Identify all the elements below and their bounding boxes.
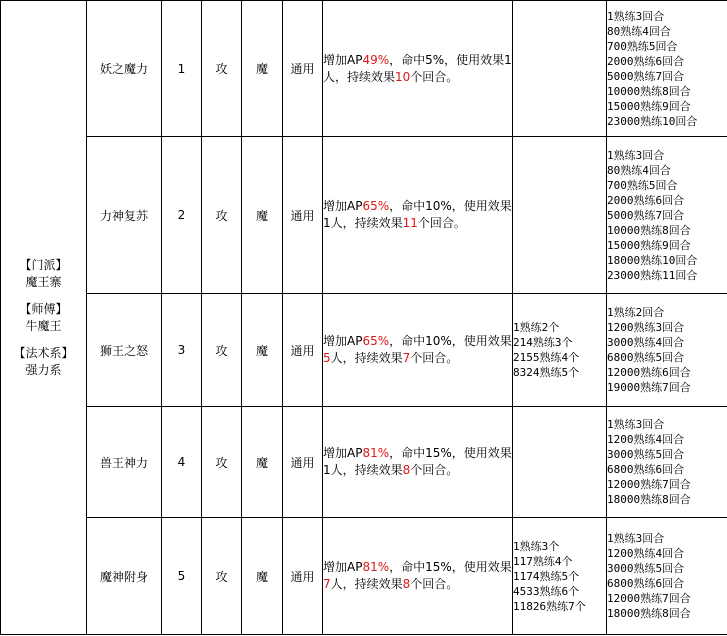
mastery-rounds [607, 137, 727, 294]
mastery-round-line: 6800熟练6回合 [607, 463, 685, 476]
desc-text: 个回合。 [410, 69, 459, 84]
mastery-rounds [607, 294, 727, 407]
desc-highlight: 7 [323, 577, 331, 591]
school-info-cell [1, 1, 87, 635]
school-name: 魔王寨 [25, 274, 62, 289]
mastery-target-line: 2155熟练4个 [513, 351, 580, 364]
desc-highlight: 81% [362, 446, 390, 460]
mastery-round-line: 19000熟练7回合 [607, 381, 691, 394]
desc-text: 增加AP [323, 560, 363, 574]
skill-desc [323, 1, 513, 137]
mastery-targets [513, 1, 607, 137]
mastery-round-line: 23000熟练10回合 [607, 114, 698, 128]
skill-use: 通用 [283, 407, 323, 518]
desc-text: 增加AP [323, 199, 363, 213]
mastery-round-line: 18000熟练10回合 [607, 253, 698, 267]
skill-desc [323, 407, 513, 518]
skill-level: 1 [162, 1, 202, 137]
mastery-target-line: 11826熟练7个 [513, 599, 586, 613]
mastery-round-line: 3000熟练4回合 [607, 336, 685, 349]
skill-table-body [1, 1, 727, 635]
mastery-target-line: 117熟练4个 [513, 554, 573, 568]
table-row [1, 518, 727, 635]
desc-text: ，命中10%，使用效果 [389, 334, 512, 348]
desc-text: ，命中15%，使用效果 [389, 560, 512, 574]
desc-text: ，命中5%，使用效果1人，持续效果 [323, 52, 512, 84]
mastery-target-line: 1熟练2个 [513, 321, 560, 334]
master-tag: 【师傅】 [19, 301, 68, 316]
mastery-target-line: 1熟练3个 [513, 539, 560, 553]
skill-desc [323, 137, 513, 294]
skill-type: 攻 [202, 294, 242, 407]
mastery-targets [513, 518, 607, 635]
skill-kind: 魔 [242, 294, 283, 407]
mastery-round-line: 6800熟练5回合 [607, 351, 685, 364]
desc-text: 增加AP [323, 334, 363, 348]
desc-highlight: 5 [323, 351, 331, 365]
mastery-round-line: 1熟练3回合 [607, 418, 665, 431]
table-row [1, 1, 727, 137]
mastery-round-line: 15000熟练9回合 [607, 99, 691, 113]
mastery-targets [513, 137, 607, 294]
desc-text: 个回合。 [410, 577, 459, 591]
skill-use: 通用 [283, 1, 323, 137]
mastery-round-line: 1200熟练3回合 [607, 321, 685, 334]
skill-name: 狮王之怒 [87, 294, 162, 407]
desc-text: 个回合。 [417, 216, 466, 230]
system-tag: 【法术系】 [13, 345, 74, 360]
school-tag: 【门派】 [19, 257, 68, 272]
skill-type: 攻 [202, 137, 242, 294]
desc-text: 人，持续效果 [330, 577, 403, 591]
skill-level: 2 [162, 137, 202, 294]
mastery-round-line: 10000熟练8回合 [607, 223, 691, 237]
desc-text: ，命中15%，使用效果1人，持续效果 [323, 446, 512, 477]
mastery-round-line: 23000熟练11回合 [607, 268, 698, 282]
mastery-round-line: 80熟练4回合 [607, 163, 671, 177]
mastery-round-line: 1熟练3回合 [607, 9, 665, 23]
mastery-round-line: 3000熟练5回合 [607, 448, 685, 461]
mastery-round-line: 5000熟练7回合 [607, 208, 685, 222]
skill-kind: 魔 [242, 407, 283, 518]
skill-use: 通用 [283, 518, 323, 635]
mastery-round-line: 15000熟练9回合 [607, 238, 691, 252]
mastery-target-line: 4533熟练6个 [513, 584, 580, 598]
skill-use: 通用 [283, 294, 323, 407]
mastery-round-line: 1200熟练4回合 [607, 547, 685, 560]
skill-name: 魔神附身 [87, 518, 162, 635]
mastery-targets [513, 407, 607, 518]
skill-type: 攻 [202, 518, 242, 635]
mastery-round-line: 1熟练2回合 [607, 306, 665, 319]
mastery-round-line: 10000熟练8回合 [607, 84, 691, 98]
mastery-rounds [607, 407, 727, 518]
mastery-target-line: 8324熟练5个 [513, 366, 580, 379]
master-name: 牛魔王 [25, 318, 62, 333]
skill-name: 力神复苏 [87, 137, 162, 294]
mastery-round-line: 5000熟练7回合 [607, 69, 685, 83]
mastery-target-line: 1174熟练5个 [513, 569, 580, 583]
skill-kind: 魔 [242, 1, 283, 137]
mastery-round-line: 12000熟练6回合 [607, 366, 691, 379]
table-row [1, 407, 727, 518]
mastery-round-line: 700熟练5回合 [607, 39, 678, 53]
skill-kind: 魔 [242, 137, 283, 294]
desc-highlight: 10 [395, 69, 411, 84]
mastery-round-line: 2000熟练6回合 [607, 54, 685, 68]
skill-type: 攻 [202, 407, 242, 518]
skill-level: 5 [162, 518, 202, 635]
desc-text: 增加AP [323, 52, 363, 67]
skill-desc [323, 518, 513, 635]
table-row [1, 137, 727, 294]
mastery-targets [513, 294, 607, 407]
skill-kind: 魔 [242, 518, 283, 635]
mastery-round-line: 700熟练5回合 [607, 178, 678, 192]
desc-highlight: 81% [362, 560, 390, 574]
desc-highlight: 11 [402, 216, 418, 230]
desc-text: 人，持续效果 [330, 351, 403, 365]
desc-highlight: 65% [362, 334, 390, 348]
skill-type: 攻 [202, 1, 242, 137]
desc-highlight: 65% [362, 199, 390, 213]
skill-use: 通用 [283, 137, 323, 294]
mastery-round-line: 2000熟练6回合 [607, 193, 685, 207]
mastery-target-line: 214熟练3个 [513, 336, 573, 349]
desc-text: 个回合。 [410, 351, 459, 365]
mastery-rounds [607, 1, 727, 137]
mastery-round-line: 12000熟练7回合 [607, 478, 691, 491]
desc-text: 个回合。 [410, 463, 459, 477]
mastery-round-line: 12000熟练7回合 [607, 592, 691, 605]
mastery-round-line: 1熟练3回合 [607, 532, 665, 545]
mastery-round-line: 80熟练4回合 [607, 24, 671, 38]
skill-level: 4 [162, 407, 202, 518]
skill-level: 3 [162, 294, 202, 407]
mastery-round-line: 18000熟练8回合 [607, 493, 691, 506]
skill-name: 妖之魔力 [87, 1, 162, 137]
desc-text: 增加AP [323, 446, 363, 460]
desc-text: ，命中10%，使用效果1人，持续效果 [323, 199, 512, 230]
desc-highlight: 49% [362, 52, 390, 67]
desc-highlight: 8 [402, 577, 411, 591]
mastery-round-line: 6800熟练6回合 [607, 577, 685, 590]
mastery-round-line: 1200熟练4回合 [607, 433, 685, 446]
table-row [1, 294, 727, 407]
mastery-round-line: 1熟练3回合 [607, 148, 665, 162]
skill-name: 兽王神力 [87, 407, 162, 518]
desc-highlight: 7 [402, 351, 411, 365]
desc-highlight: 8 [402, 463, 411, 477]
skill-desc [323, 294, 513, 407]
mastery-round-line: 3000熟练5回合 [607, 562, 685, 575]
mastery-rounds [607, 518, 727, 635]
system-name: 强力系 [25, 362, 62, 377]
mastery-round-line: 18000熟练8回合 [607, 607, 691, 620]
